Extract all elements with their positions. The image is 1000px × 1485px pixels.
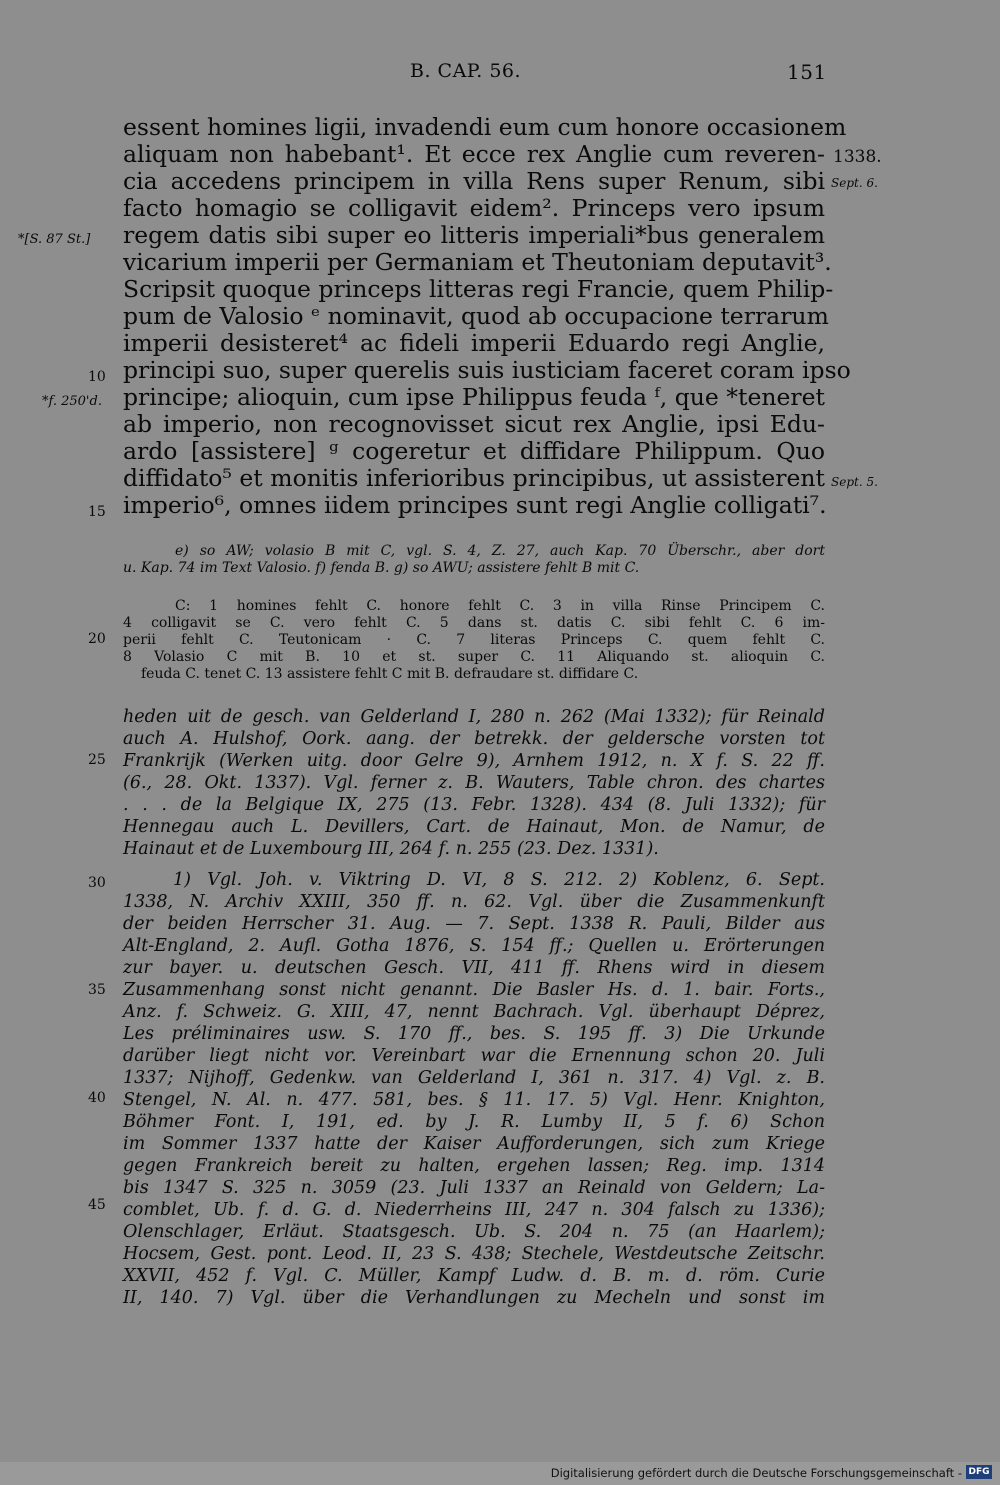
page-number: 151 bbox=[787, 60, 827, 84]
collation-line: perii fehlt C. Teutonicam · C. 7 literas Princeps C. quem fehlt C. bbox=[123, 632, 825, 648]
main-text-line: facto homagio se colligavit eidem². Princeps vero ipsum bbox=[123, 194, 825, 222]
line-number: 30 bbox=[88, 875, 106, 891]
footnote-line: Les préliminaires usw. S. 170 ff., bes. S. 195 ff. 3) Die Urkunde bbox=[123, 1024, 825, 1044]
footnote-line: Stengel, N. Al. n. 477. 581, bes. § 11. 17. 5) Vgl. Henr. Knighton, bbox=[123, 1090, 825, 1110]
variant-note-line: u. Kap. 74 im Text Valosio. f) fenda B. g) so AWU; assistere fehlt B mit C. bbox=[123, 560, 640, 576]
footnote-line: gegen Frankreich bereit zu halten, ergehen lassen; Reg. imp. 1314 bbox=[123, 1156, 825, 1176]
footnote-line: auch A. Hulshof, Oork. aang. der betrekk. der geldersche vorsten tot bbox=[123, 729, 825, 749]
line-number: 15 bbox=[88, 504, 106, 520]
main-text-line: ardo [assistere] ᵍ cogeretur et diffidare Philippum. Quo bbox=[123, 437, 825, 465]
footnote-line: zur bayer. u. deutschen Gesch. VII, 411 ff. Rhens wird in diesem bbox=[123, 958, 825, 978]
collation-line: 4 colligavit se C. vero fehlt C. 5 dans st. datis C. sibi fehlt C. 6 im- bbox=[123, 615, 825, 631]
main-text-line: essent homines ligii, invadendi eum cum honore occasionem bbox=[123, 113, 847, 141]
main-text-line: ab imperio, non recognovisset sicut rex Anglie, ipsi Edu- bbox=[123, 410, 825, 438]
footnote-line: Hainaut et de Luxembourg III, 264 f. n. 255 (23. Dez. 1331). bbox=[123, 839, 659, 859]
main-text-line: diffidato⁵ et monitis inferioribus principibus, ut assisterent bbox=[123, 464, 825, 492]
footnote-line: Zusammenhang sonst nicht genannt. Die Basler Hs. d. 1. bair. Forts., bbox=[123, 980, 825, 1000]
footnote-line: 1338, N. Archiv XXIII, 350 ff. n. 62. Vgl. über die Zusammenkunft bbox=[123, 892, 825, 912]
footnote-line: bis 1347 S. 325 n. 3059 (23. Juli 1337 an Reinald von Geldern; La- bbox=[123, 1178, 825, 1198]
main-text-line: imperii desisteret⁴ ac fideli imperii Eduardo regi Anglie, bbox=[123, 329, 825, 357]
footnote-line: Hennegau auch L. Devillers, Cart. de Hainaut, Mon. de Namur, de bbox=[123, 817, 825, 837]
main-text-line: principe; alioquin, cum ipse Philippus feuda ᶠ, que *teneret bbox=[123, 383, 825, 411]
footnote-line: . . . de la Belgique IX, 275 (13. Febr. 1328). 434 (8. Juli 1332); für bbox=[123, 795, 825, 815]
footnote-line: heden uit de gesch. van Gelderland I, 280 n. 262 (Mai 1332); für Reinald bbox=[123, 707, 825, 727]
footnote-line: darüber liegt nicht vor. Vereinbart war die Ernennung schon 20. Juli bbox=[123, 1046, 825, 1066]
main-text-line: Scripsit quoque princeps litteras regi Francie, quem Philip- bbox=[123, 275, 834, 303]
funding-credit: Digitalisierung gefördert durch die Deutsche Forschungsgemeinschaft - bbox=[550, 1466, 962, 1480]
footnote-line: Hocsem, Gest. pont. Leod. II, 23 S. 438; Stechele, Westdeutsche Zeitschr. bbox=[123, 1244, 825, 1264]
dfg-logo: DFG bbox=[966, 1465, 992, 1479]
footnote-line: Frankrijk (Werken uitg. door Gelre 9), Arnhem 1912, n. X f. S. 22 ff. bbox=[123, 751, 825, 771]
main-text-line: aliquam non habebant¹. Et ecce rex Anglie cum reveren- bbox=[123, 140, 825, 168]
footnote-line: comblet, Ub. f. d. G. d. Niederrheins III, 247 n. 304 falsch zu 1336); bbox=[123, 1200, 825, 1220]
margin-ref-st: *[S. 87 St.] bbox=[18, 232, 91, 247]
main-text-line: vicarium imperii per Germaniam et Theutoniam deputavit³. bbox=[123, 248, 832, 276]
footnote-line: II, 140. 7) Vgl. über die Verhandlungen zu Mecheln und sonst im bbox=[123, 1288, 825, 1308]
running-title: B. CAP. 56. bbox=[410, 60, 522, 82]
main-text-line: principi suo, super querelis suis iusticiam faceret coram ipso bbox=[123, 356, 851, 384]
footnote-line: 1) Vgl. Joh. v. Viktring D. VI, 8 S. 212. 2) Koblenz, 6. Sept. bbox=[173, 870, 825, 890]
main-text-line: regem datis sibi super eo litteris imperiali*bus generalem bbox=[123, 221, 825, 249]
collation-line: 8 Volasio C mit B. 10 et st. super C. 11 Aliquando st. alioquin C. bbox=[123, 649, 825, 665]
footnote-line: Olenschlager, Erläut. Staatsgesch. Ub. S. 204 n. 75 (an Haarlem); bbox=[123, 1222, 825, 1242]
collation-line: C: 1 homines fehlt C. honore fehlt C. 3 in villa Rinse Principem C. bbox=[175, 598, 825, 614]
main-text-line: pum de Valosio ᵉ nominavit, quod ab occupacione terrarum bbox=[123, 302, 829, 330]
footnote-line: der beiden Herrscher 31. Aug. — 7. Sept. 1338 R. Pauli, Bilder aus bbox=[123, 914, 825, 934]
line-number: 10 bbox=[88, 369, 106, 385]
margin-ref-folio: *f. 250'd. bbox=[42, 394, 102, 409]
margin-date-sept6: Sept. 6. bbox=[831, 176, 878, 190]
footnote-line: Anz. f. Schweiz. G. XIII, 47, nennt Bachrach. Vgl. überhaupt Déprez, bbox=[123, 1002, 825, 1022]
line-number: 35 bbox=[88, 982, 106, 998]
margin-date-year: 1338. bbox=[833, 147, 882, 167]
footnote-line: 1337; Nijhoff, Gedenkw. van Gelderland I, 361 n. 317. 4) Vgl. z. B. bbox=[123, 1068, 825, 1088]
margin-date-sept5: Sept. 5. bbox=[831, 475, 878, 489]
main-text-line: cia accedens principem in villa Rens super Renum, sibi bbox=[123, 167, 825, 195]
footnote-line: XXVII, 452 f. Vgl. C. Müller, Kampf Ludw. d. B. m. d. röm. Curie bbox=[123, 1266, 825, 1286]
line-number: 25 bbox=[88, 752, 106, 768]
line-number: 20 bbox=[88, 631, 106, 647]
main-text-line: imperio⁶, omnes iidem principes sunt regi Anglie colligati⁷. bbox=[123, 491, 827, 519]
line-number: 45 bbox=[88, 1197, 106, 1213]
collation-line: feuda C. tenet C. 13 assistere fehlt C mit B. defraudare st. diffidare C. bbox=[141, 666, 639, 682]
footnote-line: (6., 28. Okt. 1337). Vgl. ferner z. B. Wauters, Table chron. des chartes bbox=[123, 773, 825, 793]
footnote-line: Böhmer Font. I, 191, ed. by J. R. Lumby II, 5 f. 6) Schon bbox=[123, 1112, 825, 1132]
footnote-line: Alt-England, 2. Aufl. Gotha 1876, S. 154 ff.; Quellen u. Erörterungen bbox=[123, 936, 825, 956]
variant-note-line: e) so AW; volasio B mit C, vgl. S. 4, Z. 27, auch Kap. 70 Überschr., aber dort bbox=[175, 543, 825, 559]
footnote-line: im Sommer 1337 hatte der Kaiser Aufforderungen, sich zum Kriege bbox=[123, 1134, 825, 1154]
line-number: 40 bbox=[88, 1090, 106, 1106]
